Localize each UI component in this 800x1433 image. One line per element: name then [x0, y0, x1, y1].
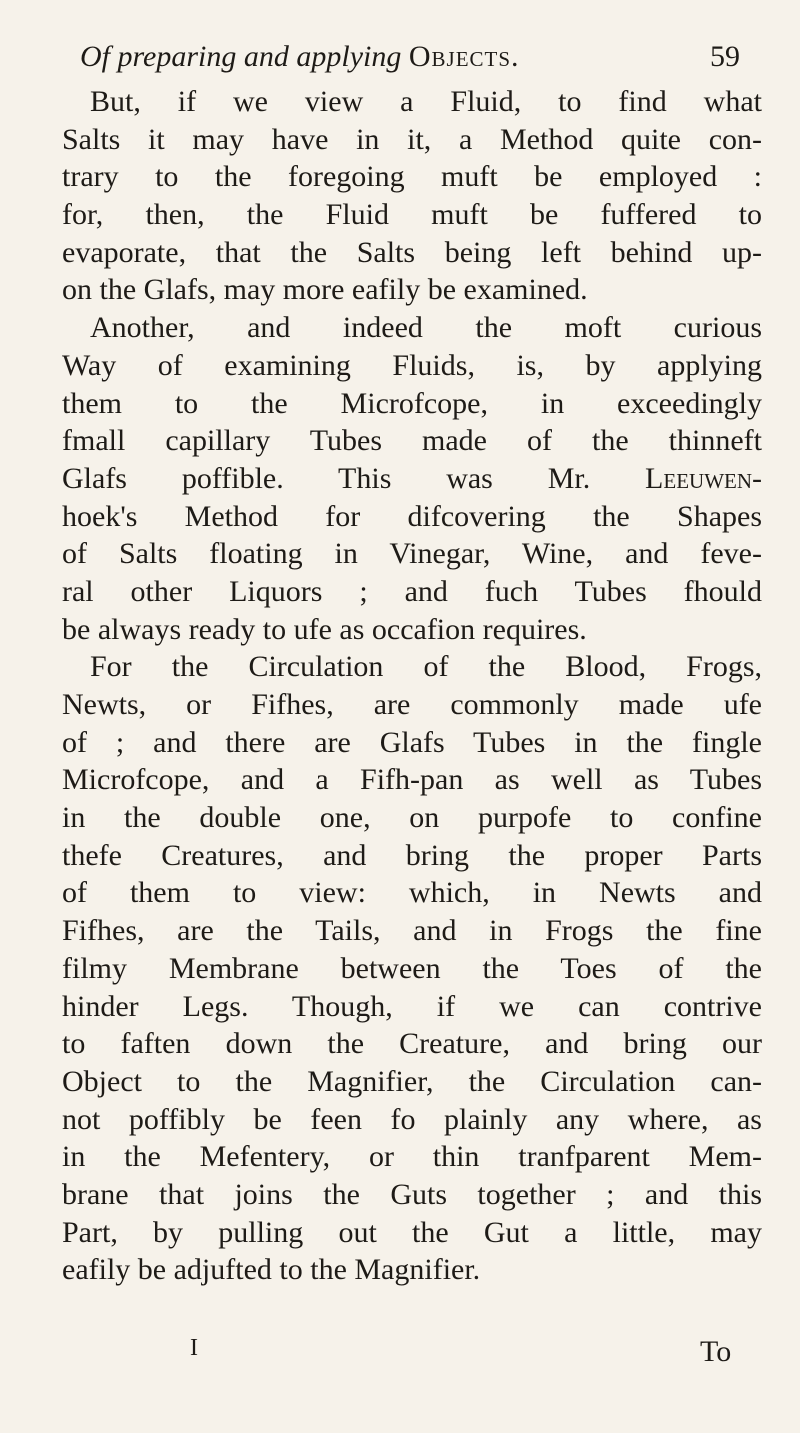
text-line: Object to the Magnifier, the Circulation can-: [62, 1064, 762, 1098]
text-line: be always ready to ufe as occafion requires.: [62, 612, 587, 646]
text-line: fmall capillary Tubes made of the thinneft: [62, 424, 762, 458]
text-line: trary to the foregoing muft be employed :: [62, 160, 762, 194]
text-line: brane that joins the Guts together ; and this: [62, 1177, 762, 1211]
text-line: in the Mefentery, or thin tranfparent Mem-: [62, 1140, 762, 1174]
name-small-caps: Leeuwen-: [645, 461, 762, 495]
line-text: Glafs poffible. This was Mr.: [62, 461, 591, 495]
text-line: evaporate, that the Salts being left behind up-: [62, 235, 762, 269]
text-line: filmy Membrane between the Toes of the: [62, 951, 762, 985]
text-line: Part, by pulling out the Gut a little, may: [62, 1215, 762, 1249]
text-line: Way of examining Fluids, is, by applying: [62, 348, 762, 382]
text-line: Fifhes, are the Tails, and in Frogs the fine: [62, 914, 762, 948]
text-line: them to the Microfcope, in exceedingly: [62, 386, 762, 420]
running-header: [80, 40, 740, 80]
text-line: on the Glafs, may more eafily be examined.: [62, 273, 588, 307]
text-line: to faften down the Creature, and bring our: [62, 1027, 762, 1061]
body-text: [62, 83, 762, 1289]
catchword: To: [700, 1335, 732, 1368]
text-line: of ; and there are Glafs Tubes in the fingle: [62, 725, 762, 759]
text-line: thefe Creatures, and bring the proper Parts: [62, 838, 762, 872]
running-title-italic: Of preparing and applying: [80, 40, 402, 73]
text-line: Salts it may have in it, a Method quite con-: [62, 122, 762, 156]
text-line: not poffibly be feen fo plainly any where, as: [62, 1102, 762, 1136]
text-line: For the Circulation of the Blood, Frogs,: [90, 650, 762, 684]
text-line: Microfcope, and a Fifh-pan as well as Tubes: [62, 763, 762, 797]
text-line: for, then, the Fluid muft be fuffered to: [62, 198, 762, 232]
text-line: of Salts floating in Vinegar, Wine, and feve-: [62, 537, 762, 571]
text-line: hinder Legs. Though, if we can contrive: [62, 989, 762, 1023]
text-line: Another, and indeed the moft curious: [90, 311, 762, 345]
text-line: hoek's Method for difcovering the Shapes: [62, 499, 762, 533]
text-line: of them to view: which, in Newts and: [62, 876, 762, 910]
page-footer: [0, 1335, 800, 1375]
text-line: ral other Liquors ; and fuch Tubes fhould: [62, 574, 762, 608]
running-title: [80, 40, 520, 74]
text-line: in the double one, on purpofe to confine: [62, 801, 762, 835]
signature-mark: I: [190, 1335, 198, 1361]
text-line-with-name: [62, 460, 762, 498]
text-line: Newts, or Fifhes, are commonly made ufe: [62, 688, 762, 721]
text-line: eafily be adjufted to the Magnifier.: [62, 1253, 481, 1287]
page-number: 59: [710, 40, 740, 73]
text-line: But, if we view a Fluid, to find what: [90, 85, 762, 118]
running-title-small-caps: Objects.: [408, 40, 520, 73]
